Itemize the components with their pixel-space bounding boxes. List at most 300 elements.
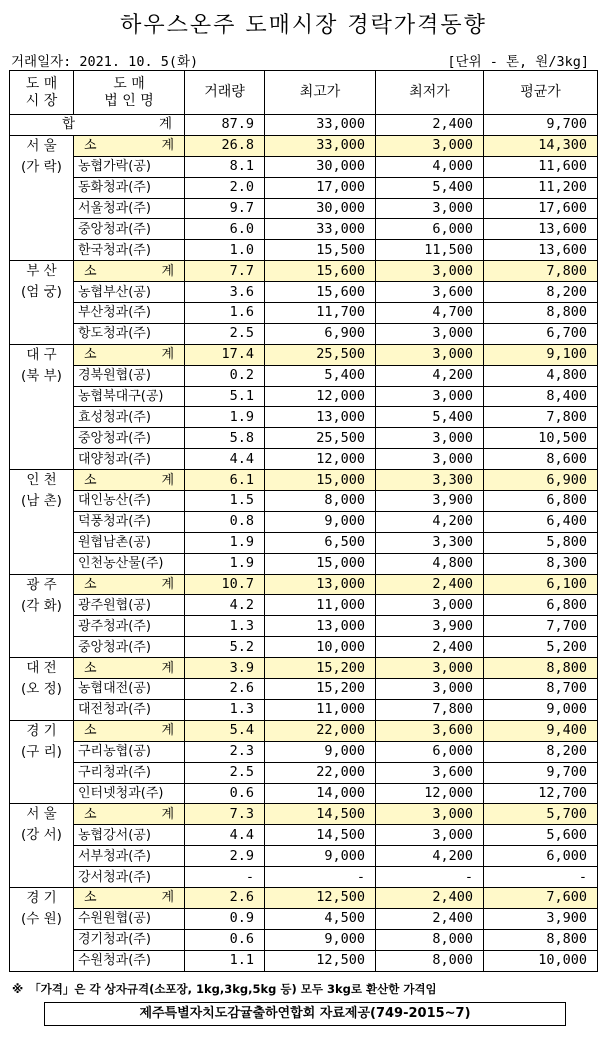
subtotal-label-text: 소 계 (84, 806, 174, 822)
corp-name: 구리청과(주) (74, 762, 185, 783)
market-cell (10, 574, 74, 658)
volume-cell: 0.6 (185, 929, 265, 950)
max-cell: 6,500 (265, 532, 376, 553)
volume-cell: - (185, 867, 265, 888)
header-corp-line2: 법 인 명 (104, 92, 154, 109)
corp-name: 동화청과(주) (74, 177, 185, 198)
min-cell: 6,000 (376, 741, 484, 762)
volume-cell: 7.7 (185, 261, 265, 282)
avg-cell: 7,800 (484, 261, 598, 282)
table-row (10, 532, 598, 553)
avg-cell: 9,700 (484, 762, 598, 783)
corp-name: 농협가락(공) (74, 156, 185, 177)
header-market (10, 71, 74, 115)
market-district: (수 원) (21, 910, 62, 927)
max-cell: 13,000 (265, 616, 376, 637)
max-cell: 15,600 (265, 282, 376, 303)
header-min: 최저가 (376, 71, 484, 115)
min-cell: - (376, 867, 484, 888)
table-row (10, 616, 598, 637)
max-cell: 15,200 (265, 679, 376, 700)
avg-cell: 17,600 (484, 198, 598, 219)
min-cell: 4,000 (376, 156, 484, 177)
max-cell: 9,000 (265, 741, 376, 762)
corp-name: 수원청과(주) (74, 950, 185, 971)
min-cell: 3,000 (376, 679, 484, 700)
avg-cell: 6,700 (484, 323, 598, 344)
max-cell: 15,600 (265, 261, 376, 282)
avg-cell: 8,800 (484, 658, 598, 679)
avg-cell: 9,000 (484, 699, 598, 720)
subtotal-row (10, 658, 598, 679)
min-cell: 6,000 (376, 219, 484, 240)
total-label (10, 115, 185, 136)
max-cell: 11,700 (265, 303, 376, 324)
max-cell: 9,000 (265, 929, 376, 950)
total-min: 2,400 (376, 115, 484, 136)
avg-cell: 5,600 (484, 825, 598, 846)
volume-cell: 2.0 (185, 177, 265, 198)
volume-cell: 5.8 (185, 428, 265, 449)
market-name: 인 천 (26, 472, 57, 489)
table-row (10, 908, 598, 929)
min-cell: 3,300 (376, 470, 484, 491)
subtotal-row (10, 470, 598, 491)
min-cell: 3,000 (376, 804, 484, 825)
table-row (10, 491, 598, 512)
market-cell (10, 887, 74, 971)
volume-cell: 2.6 (185, 887, 265, 908)
max-cell: 12,500 (265, 887, 376, 908)
volume-cell: 1.3 (185, 699, 265, 720)
min-cell: 3,000 (376, 428, 484, 449)
subtotal-label (74, 887, 185, 908)
market-cell (10, 804, 74, 888)
table-row (10, 240, 598, 261)
avg-cell: 7,700 (484, 616, 598, 637)
avg-cell: 5,800 (484, 532, 598, 553)
avg-cell: 13,600 (484, 219, 598, 240)
table-row (10, 950, 598, 971)
volume-cell: 5.2 (185, 637, 265, 658)
min-cell: 11,500 (376, 240, 484, 261)
volume-cell: 0.6 (185, 783, 265, 804)
volume-cell: 1.5 (185, 491, 265, 512)
corp-name: 광주청과(주) (74, 616, 185, 637)
max-cell: 12,000 (265, 386, 376, 407)
market-district: (구 리) (21, 743, 62, 760)
max-cell: 17,000 (265, 177, 376, 198)
unit-label: [단위 - 톤, 원/3kg] (447, 54, 589, 70)
subtotal-label (74, 470, 185, 491)
avg-cell: 14,300 (484, 135, 598, 156)
corp-name: 수원원협(공) (74, 908, 185, 929)
min-cell: 4,700 (376, 303, 484, 324)
max-cell: 15,000 (265, 553, 376, 574)
corp-name: 중앙청과(주) (74, 428, 185, 449)
corp-name: 농협부산(공) (74, 282, 185, 303)
subtotal-label-text: 소 계 (84, 723, 174, 739)
subtotal-row (10, 135, 598, 156)
max-cell: 13,000 (265, 574, 376, 595)
subtotal-label-text: 소 계 (84, 660, 174, 676)
volume-cell: 26.8 (185, 135, 265, 156)
corp-name: 대인농산(주) (74, 491, 185, 512)
table-row (10, 741, 598, 762)
avg-cell: 11,600 (484, 156, 598, 177)
max-cell: 15,000 (265, 470, 376, 491)
corp-name: 부산청과(주) (74, 303, 185, 324)
volume-cell: 7.3 (185, 804, 265, 825)
min-cell: 4,200 (376, 511, 484, 532)
table-row (10, 365, 598, 386)
table-row (10, 386, 598, 407)
max-cell: 15,500 (265, 240, 376, 261)
table-row (10, 846, 598, 867)
total-label-b: 계 (158, 116, 172, 133)
volume-cell: 4.4 (185, 449, 265, 470)
corp-name: 농협북대구(공) (74, 386, 185, 407)
corp-name: 서울청과(주) (74, 198, 185, 219)
avg-cell: 7,800 (484, 407, 598, 428)
min-cell: 2,400 (376, 574, 484, 595)
table-row (10, 825, 598, 846)
max-cell: 6,900 (265, 323, 376, 344)
table-row (10, 511, 598, 532)
corp-name: 대전청과(주) (74, 699, 185, 720)
source-box: 제주특별자치도감귤출하연합회 자료제공(749-2015~7) (44, 1002, 566, 1026)
min-cell: 3,900 (376, 616, 484, 637)
volume-cell: 1.1 (185, 950, 265, 971)
subtotal-label (74, 135, 185, 156)
avg-cell: 6,000 (484, 846, 598, 867)
min-cell: 3,000 (376, 386, 484, 407)
avg-cell: 8,800 (484, 303, 598, 324)
total-label-a: 합 (62, 116, 76, 133)
market-name: 부 산 (26, 263, 57, 280)
volume-cell: 5.1 (185, 386, 265, 407)
volume-cell: 8.1 (185, 156, 265, 177)
min-cell: 3,000 (376, 323, 484, 344)
market-name: 대 전 (26, 660, 57, 677)
market-district: (각 화) (21, 597, 62, 614)
corp-name: 강서청과(주) (74, 867, 185, 888)
min-cell: 2,400 (376, 887, 484, 908)
min-cell: 3,600 (376, 282, 484, 303)
subtotal-row (10, 344, 598, 365)
subtotal-label-text: 소 계 (84, 577, 174, 593)
min-cell: 3,900 (376, 491, 484, 512)
max-cell: 25,500 (265, 428, 376, 449)
avg-cell: 7,600 (484, 887, 598, 908)
corp-name: 광주원협(공) (74, 595, 185, 616)
table-row (10, 428, 598, 449)
avg-cell: 6,400 (484, 511, 598, 532)
table-row (10, 323, 598, 344)
max-cell: 5,400 (265, 365, 376, 386)
table-row (10, 762, 598, 783)
avg-cell: 8,600 (484, 449, 598, 470)
header-avg: 평균가 (484, 71, 598, 115)
avg-cell: 6,900 (484, 470, 598, 491)
max-cell: 9,000 (265, 846, 376, 867)
volume-cell: 1.0 (185, 240, 265, 261)
table-row (10, 553, 598, 574)
volume-cell: 9.7 (185, 198, 265, 219)
volume-cell: 2.9 (185, 846, 265, 867)
footnote-mark: ※ (12, 982, 24, 996)
subtotal-row (10, 720, 598, 741)
market-district: (오 정) (21, 681, 62, 698)
max-cell: 22,000 (265, 762, 376, 783)
max-cell: 8,000 (265, 491, 376, 512)
max-cell: 14,500 (265, 825, 376, 846)
subtotal-row (10, 887, 598, 908)
corp-name: 인천농산물(주) (74, 553, 185, 574)
volume-cell: 6.1 (185, 470, 265, 491)
avg-cell: 10,500 (484, 428, 598, 449)
volume-cell: 1.9 (185, 407, 265, 428)
subtotal-label-text: 소 계 (84, 890, 174, 906)
subtotal-label (74, 344, 185, 365)
market-cell (10, 344, 74, 469)
max-cell: 12,000 (265, 449, 376, 470)
min-cell: 2,400 (376, 908, 484, 929)
table-row (10, 637, 598, 658)
market-name: 서 울 (26, 137, 57, 154)
avg-cell: 10,000 (484, 950, 598, 971)
volume-cell: 4.2 (185, 595, 265, 616)
avg-cell: 6,800 (484, 491, 598, 512)
corp-name: 대양청과(주) (74, 449, 185, 470)
volume-cell: 17.4 (185, 344, 265, 365)
market-cell (10, 470, 74, 574)
header-volume: 거래량 (185, 71, 265, 115)
min-cell: 3,300 (376, 532, 484, 553)
corp-name: 한국청과(주) (74, 240, 185, 261)
avg-cell: 11,200 (484, 177, 598, 198)
corp-name: 원협남촌(공) (74, 532, 185, 553)
market-name: 경 기 (26, 889, 57, 906)
table-row (10, 198, 598, 219)
volume-cell: 2.5 (185, 323, 265, 344)
min-cell: 3,000 (376, 825, 484, 846)
table-row (10, 699, 598, 720)
table-row (10, 449, 598, 470)
header-max: 최고가 (265, 71, 376, 115)
min-cell: 4,200 (376, 846, 484, 867)
market-name: 대 구 (26, 346, 57, 363)
volume-cell: 1.9 (185, 532, 265, 553)
subtotal-row (10, 261, 598, 282)
page-title: 하우스온주 도매시장 경락가격동향 (120, 13, 487, 38)
market-district: (남 촌) (21, 493, 62, 510)
volume-cell: 3.9 (185, 658, 265, 679)
corp-name: 중앙청과(주) (74, 219, 185, 240)
table-row (10, 156, 598, 177)
avg-cell: 5,700 (484, 804, 598, 825)
subtotal-label (74, 720, 185, 741)
table-row (10, 867, 598, 888)
subtotal-label (74, 804, 185, 825)
volume-cell: 2.6 (185, 679, 265, 700)
market-district: (북 부) (21, 367, 62, 384)
max-cell: 22,000 (265, 720, 376, 741)
min-cell: 3,600 (376, 720, 484, 741)
max-cell: 11,000 (265, 699, 376, 720)
avg-cell: 8,400 (484, 386, 598, 407)
subtotal-label-text: 소 계 (84, 347, 174, 363)
min-cell: 8,000 (376, 929, 484, 950)
avg-cell: 3,900 (484, 908, 598, 929)
header-corp (74, 71, 185, 115)
min-cell: 3,000 (376, 135, 484, 156)
volume-cell: 1.9 (185, 553, 265, 574)
min-cell: 4,200 (376, 365, 484, 386)
header-market-line1: 도 매 (25, 75, 58, 92)
max-cell: 10,000 (265, 637, 376, 658)
table-header-row (10, 71, 598, 115)
min-cell: 3,000 (376, 449, 484, 470)
header-corp-line1: 도 매 (113, 75, 145, 92)
subtotal-label (74, 574, 185, 595)
avg-cell: - (484, 867, 598, 888)
avg-cell: 8,300 (484, 553, 598, 574)
volume-cell: 0.8 (185, 511, 265, 532)
avg-cell: 8,800 (484, 929, 598, 950)
avg-cell: 4,800 (484, 365, 598, 386)
max-cell: 12,500 (265, 950, 376, 971)
footnote-text: 「가격」은 각 상자규격(소포장, 1kg,3kg,5kg 등) 모두 3kg로 환산한 가격임 (29, 982, 437, 996)
corp-name: 경북원협(공) (74, 365, 185, 386)
total-avg: 9,700 (484, 115, 598, 136)
volume-cell: 1.6 (185, 303, 265, 324)
max-cell: 33,000 (265, 219, 376, 240)
total-row (10, 115, 598, 136)
corp-name: 인터넷청과(주) (74, 783, 185, 804)
table-row (10, 595, 598, 616)
subtotal-label-text: 소 계 (84, 263, 174, 279)
volume-cell: 2.3 (185, 741, 265, 762)
market-name: 광 주 (26, 576, 57, 593)
min-cell: 7,800 (376, 699, 484, 720)
header-market-line2: 시 장 (25, 92, 58, 109)
volume-cell: 3.6 (185, 282, 265, 303)
table-row (10, 783, 598, 804)
max-cell: 25,500 (265, 344, 376, 365)
avg-cell: 8,200 (484, 282, 598, 303)
total-max: 33,000 (265, 115, 376, 136)
corp-name: 구리농협(공) (74, 741, 185, 762)
min-cell: 3,000 (376, 198, 484, 219)
min-cell: 5,400 (376, 177, 484, 198)
table-row (10, 282, 598, 303)
corp-name: 농협대전(공) (74, 679, 185, 700)
min-cell: 3,000 (376, 261, 484, 282)
corp-name: 중앙청과(주) (74, 637, 185, 658)
footnote (12, 981, 437, 997)
market-district: (가 락) (21, 158, 62, 175)
subtotal-label-text: 소 계 (84, 138, 174, 154)
corp-name: 경기청과(주) (74, 929, 185, 950)
max-cell: 30,000 (265, 156, 376, 177)
max-cell: 14,500 (265, 804, 376, 825)
max-cell: - (265, 867, 376, 888)
market-district: (강 서) (21, 827, 62, 844)
volume-cell: 4.4 (185, 825, 265, 846)
max-cell: 11,000 (265, 595, 376, 616)
table-row (10, 219, 598, 240)
table-row (10, 177, 598, 198)
market-name: 경 기 (26, 722, 57, 739)
max-cell: 9,000 (265, 511, 376, 532)
min-cell: 3,000 (376, 595, 484, 616)
avg-cell: 9,400 (484, 720, 598, 741)
subtotal-label (74, 261, 185, 282)
volume-cell: 0.2 (185, 365, 265, 386)
trade-date: 거래일자: 2021. 10. 5(화) (11, 54, 199, 70)
table-row (10, 303, 598, 324)
corp-name: 농협강서(공) (74, 825, 185, 846)
min-cell: 5,400 (376, 407, 484, 428)
avg-cell: 6,100 (484, 574, 598, 595)
corp-name: 덕풍청과(주) (74, 511, 185, 532)
subtotal-label-text: 소 계 (84, 472, 174, 488)
max-cell: 33,000 (265, 135, 376, 156)
avg-cell: 12,700 (484, 783, 598, 804)
min-cell: 3,600 (376, 762, 484, 783)
avg-cell: 9,100 (484, 344, 598, 365)
min-cell: 8,000 (376, 950, 484, 971)
avg-cell: 8,200 (484, 741, 598, 762)
market-district: (엄 궁) (21, 284, 62, 301)
market-cell (10, 658, 74, 721)
table-row (10, 407, 598, 428)
avg-cell: 5,200 (484, 637, 598, 658)
max-cell: 13,000 (265, 407, 376, 428)
subtotal-row (10, 804, 598, 825)
volume-cell: 2.5 (185, 762, 265, 783)
max-cell: 15,200 (265, 658, 376, 679)
volume-cell: 0.9 (185, 908, 265, 929)
market-cell (10, 261, 74, 345)
max-cell: 14,000 (265, 783, 376, 804)
total-volume: 87.9 (185, 115, 265, 136)
avg-cell: 6,800 (484, 595, 598, 616)
avg-cell: 13,600 (484, 240, 598, 261)
min-cell: 3,000 (376, 658, 484, 679)
market-name: 서 울 (26, 806, 57, 823)
subtotal-row (10, 574, 598, 595)
market-cell (10, 135, 74, 260)
min-cell: 4,800 (376, 553, 484, 574)
avg-cell: 8,700 (484, 679, 598, 700)
table-row (10, 679, 598, 700)
corp-name: 서부청과(주) (74, 846, 185, 867)
subtotal-label (74, 658, 185, 679)
corp-name: 항도청과(주) (74, 323, 185, 344)
max-cell: 4,500 (265, 908, 376, 929)
volume-cell: 10.7 (185, 574, 265, 595)
volume-cell: 6.0 (185, 219, 265, 240)
volume-cell: 5.4 (185, 720, 265, 741)
price-table (9, 70, 598, 972)
min-cell: 3,000 (376, 344, 484, 365)
min-cell: 2,400 (376, 637, 484, 658)
table-row (10, 929, 598, 950)
min-cell: 12,000 (376, 783, 484, 804)
max-cell: 30,000 (265, 198, 376, 219)
